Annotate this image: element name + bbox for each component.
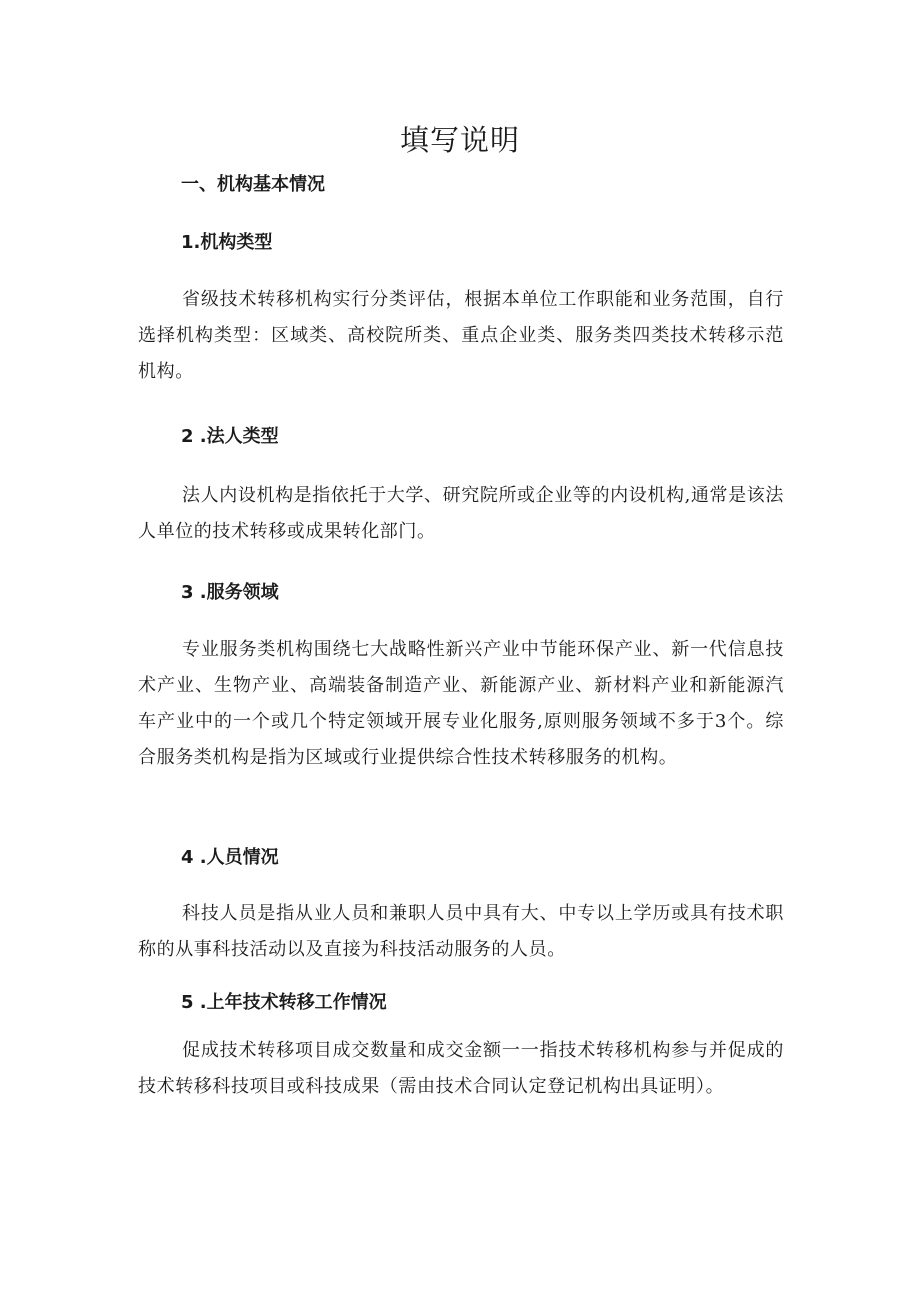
document-title: 填写说明 [399, 123, 520, 157]
paragraph-last-year-work: 促成技术转移项目成交数量和成交金额一一指技术转移机构参与并促成的技术转移科技项目或科技成果（需由技术合同认定登记机构出具证明）。 [138, 1040, 784, 1097]
paragraph-legal-person-type: 法人内设机构是指依托于大学、研究院所或企业等的内设机构,通常是该法人单位的技术转移或成果转化部门。 [138, 485, 784, 542]
item-heading-legal-person-type: 2 .法人类型 [181, 426, 279, 447]
item-heading-personnel: 4 .人员情况 [181, 847, 279, 868]
item-heading-service-field: 3 .服务领域 [181, 582, 279, 603]
item-heading-last-year-work: 5 .上年技术转移工作情况 [181, 992, 387, 1013]
paragraph-personnel: 科技人员是指从业人员和兼职人员中具有大、中专以上学历或具有技术职称的从事科技活动以及直接为科技活动服务的人员。 [138, 903, 784, 960]
paragraph-institution-type: 省级技术转移机构实行分类评估，根据本单位工作职能和业务范围，自行选择机构类型：区域类、高校院所类、重点企业类、服务类四类技术转移示范机构。 [138, 289, 784, 382]
item-heading-institution-type: 1.机构类型 [181, 232, 273, 253]
paragraph-service-field: 专业服务类机构围绕七大战略性新兴产业中节能环保产业、新一代信息技术产业、生物产业、高端装备制造产业、新能源产业、新材料产业和新能源汽车产业中的一个或几个特定领域开展专业化服务,原则服务领域不多于3个。综合服务类机构是指为区域或行业提供综合性技术转移服务的机构。 [138, 639, 784, 768]
section-heading-basic-info: 一、机构基本情况 [181, 174, 325, 195]
